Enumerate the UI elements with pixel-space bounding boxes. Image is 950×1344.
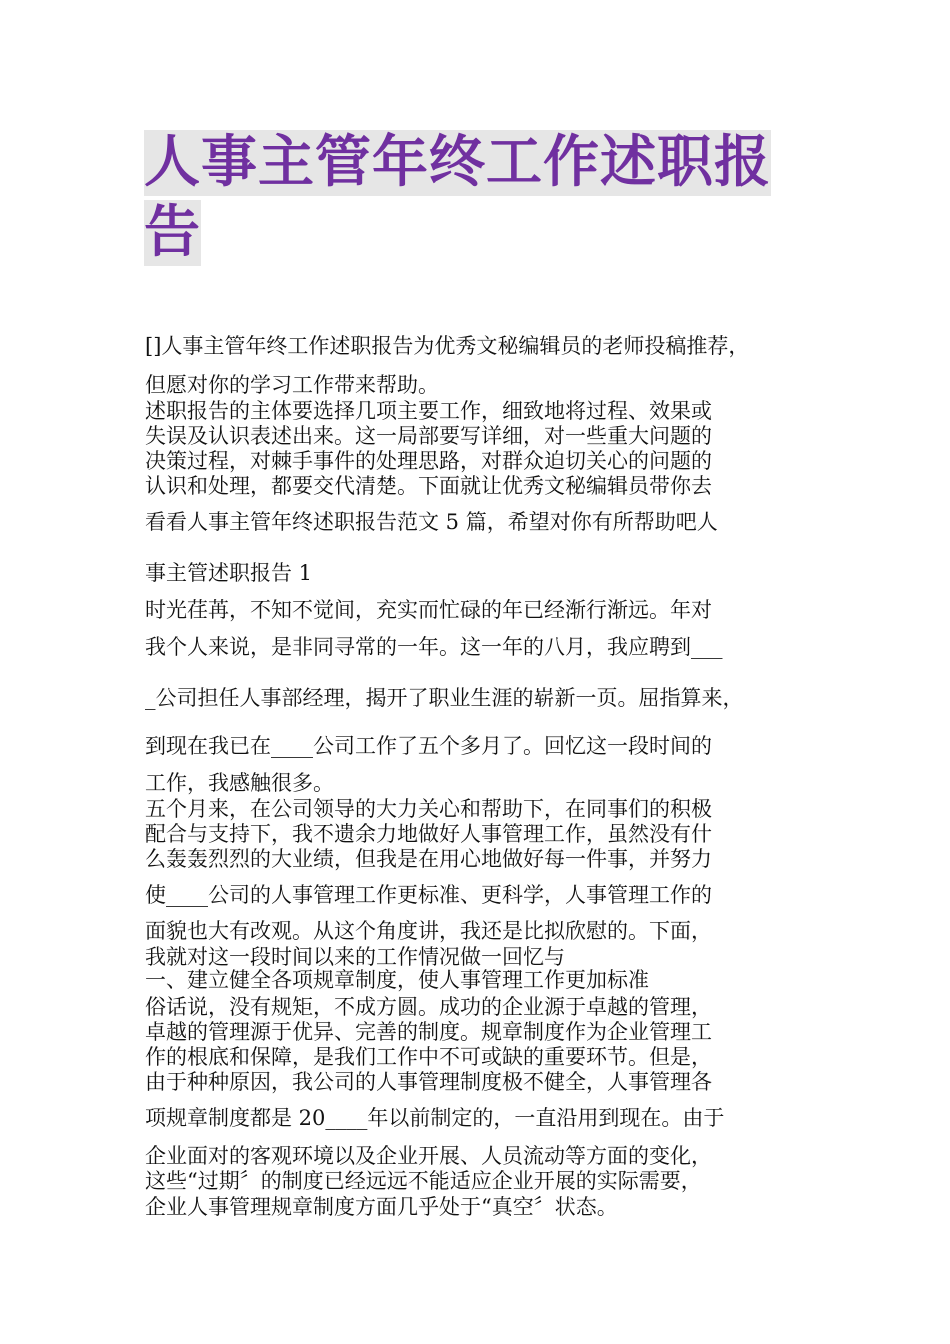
body-line: 认识和处理，都要交代清楚。下面就让优秀文秘编辑员带你去 (145, 474, 712, 498)
document-title-line-1: 人事主管年终工作述职报 (144, 130, 771, 195)
document-title-line-2: 告 (144, 200, 201, 265)
body-line: 工作，我感触很多。 (145, 771, 334, 795)
body-line: 我就对这一段时间以来的工作情况做一回忆与 (145, 945, 565, 969)
body-line: 么轰轰烈烈的大业绩，但我是在用心地做好每一件事，并努力 (145, 847, 712, 871)
body-line: []人事主管年终工作述职报告为优秀文秘编辑员的老师投稿推荐， (145, 334, 750, 358)
body-line: 五个月来，在公司领导的大力关心和帮助下，在同事们的积极 (145, 797, 712, 821)
body-line: 述职报告的主体要选择几项主要工作，细致地将过程、效果或 (145, 399, 712, 423)
body-line: 使____公司的人事管理工作更标准、更科学，人事管理工作的 (145, 883, 712, 907)
body-line: 决策过程，对棘手事件的处理思路，对群众迫切关心的问题的 (145, 449, 712, 473)
body-line: 但愿对你的学习工作带来帮助。 (145, 373, 439, 397)
body-line: _公司担任人事部经理，揭开了职业生涯的崭新一页。屈指算来， (145, 686, 744, 710)
body-line: 卓越的管理源于优异、完善的制度。规章制度作为企业管理工 (145, 1020, 712, 1044)
body-line: 作的根底和保障，是我们工作中不可或缺的重要环节。但是， (145, 1045, 712, 1069)
body-line: 时光荏苒，不知不觉间，充实而忙碌的年已经渐行渐远。年对 (145, 598, 712, 622)
body-line: 由于种种原因，我公司的人事管理制度极不健全，人事管理各 (145, 1070, 712, 1094)
body-line: 俗话说，没有规矩，不成方圆。成功的企业源于卓越的管理， (145, 995, 712, 1019)
body-line: 配合与支持下，我不遗余力地做好人事管理工作，虽然没有什 (145, 822, 712, 846)
body-line: 事主管述职报告 1 (145, 561, 313, 585)
body-line: 一、建立健全各项规章制度，使人事管理工作更加标准 (145, 968, 649, 992)
body-line: 这些“过期〞的制度已经远远不能适应企业开展的实际需要， (145, 1169, 702, 1193)
body-line: 我个人来说，是非同寻常的一年。这一年的八月，我应聘到___ (145, 635, 723, 659)
body-line: 项规章制度都是 20____年以前制定的，一直沿用到现在。由于 (145, 1106, 725, 1130)
body-line: 看看人事主管年终述职报告范文 5 篇，希望对你有所帮助吧人 (145, 510, 718, 534)
body-line: 面貌也大有改观。从这个角度讲，我还是比拟欣慰的。下面， (145, 919, 712, 943)
body-line: 企业人事管理规章制度方面几乎处于“真空〞状态。 (145, 1195, 618, 1219)
body-line: 失误及认识表述出来。这一局部要写详细，对一些重大问题的 (145, 424, 712, 448)
body-line: 到现在我已在____公司工作了五个多月了。回忆这一段时间的 (145, 734, 712, 758)
body-line: 企业面对的客观环境以及企业开展、人员流动等方面的变化， (145, 1144, 712, 1168)
